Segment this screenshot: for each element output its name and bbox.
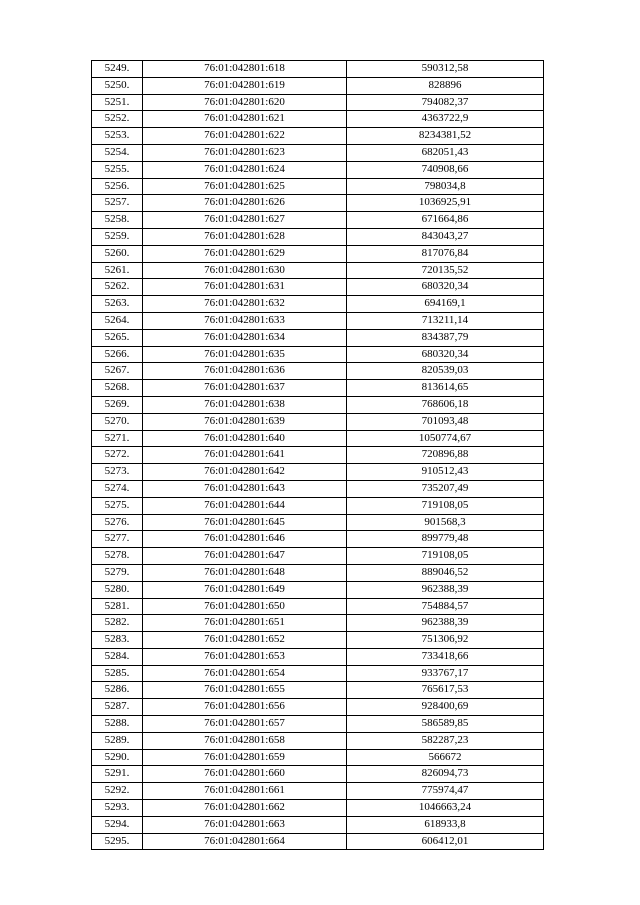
row-number-cell: 5275. <box>92 497 143 514</box>
row-number-cell: 5280. <box>92 581 143 598</box>
cadastral-number-cell: 76:01:042801:619 <box>143 77 347 94</box>
value-cell: 680320,34 <box>347 346 544 363</box>
value-cell: 701093,48 <box>347 413 544 430</box>
cadastral-number-cell: 76:01:042801:653 <box>143 648 347 665</box>
value-cell: 4363722,9 <box>347 111 544 128</box>
row-number-cell: 5272. <box>92 447 143 464</box>
row-number-cell: 5264. <box>92 312 143 329</box>
table-row <box>92 732 544 749</box>
value-cell: 694169,1 <box>347 296 544 313</box>
row-number-cell: 5261. <box>92 262 143 279</box>
cadastral-number-cell: 76:01:042801:629 <box>143 245 347 262</box>
cadastral-number-cell: 76:01:042801:652 <box>143 632 347 649</box>
cadastral-number-cell: 76:01:042801:644 <box>143 497 347 514</box>
value-cell: 719108,05 <box>347 497 544 514</box>
row-number-cell: 5258. <box>92 212 143 229</box>
table-row <box>92 245 544 262</box>
value-cell: 735207,49 <box>347 480 544 497</box>
row-number-cell: 5257. <box>92 195 143 212</box>
value-cell: 798034,8 <box>347 178 544 195</box>
cadastral-number-cell: 76:01:042801:660 <box>143 766 347 783</box>
value-cell: 1036925,91 <box>347 195 544 212</box>
cadastral-number-cell: 76:01:042801:651 <box>143 615 347 632</box>
value-cell: 740908,66 <box>347 161 544 178</box>
row-number-cell: 5291. <box>92 766 143 783</box>
row-number-cell: 5295. <box>92 833 143 850</box>
cadastral-number-cell: 76:01:042801:638 <box>143 396 347 413</box>
row-number-cell: 5268. <box>92 380 143 397</box>
row-number-cell: 5292. <box>92 783 143 800</box>
value-cell: 606412,01 <box>347 833 544 850</box>
value-cell: 582287,23 <box>347 732 544 749</box>
table-row <box>92 380 544 397</box>
cadastral-number-cell: 76:01:042801:650 <box>143 598 347 615</box>
table-row <box>92 228 544 245</box>
table-row <box>92 161 544 178</box>
value-cell: 713211,14 <box>347 312 544 329</box>
value-cell: 910512,43 <box>347 464 544 481</box>
cadastral-number-cell: 76:01:042801:622 <box>143 128 347 145</box>
table-row <box>92 195 544 212</box>
table-row <box>92 531 544 548</box>
cadastral-number-cell: 76:01:042801:624 <box>143 161 347 178</box>
row-number-cell: 5294. <box>92 816 143 833</box>
row-number-cell: 5282. <box>92 615 143 632</box>
row-number-cell: 5259. <box>92 228 143 245</box>
row-number-cell: 5250. <box>92 77 143 94</box>
cadastral-number-cell: 76:01:042801:630 <box>143 262 347 279</box>
cadastral-number-cell: 76:01:042801:632 <box>143 296 347 313</box>
cadastral-number-cell: 76:01:042801:633 <box>143 312 347 329</box>
row-number-cell: 5285. <box>92 665 143 682</box>
value-cell: 566672 <box>347 749 544 766</box>
cadastral-number-cell: 76:01:042801:637 <box>143 380 347 397</box>
row-number-cell: 5249. <box>92 61 143 78</box>
row-number-cell: 5283. <box>92 632 143 649</box>
cadastral-number-cell: 76:01:042801:657 <box>143 716 347 733</box>
value-cell: 765617,53 <box>347 682 544 699</box>
cadastral-number-cell: 76:01:042801:647 <box>143 548 347 565</box>
row-number-cell: 5265. <box>92 329 143 346</box>
table-row <box>92 581 544 598</box>
cadastral-number-cell: 76:01:042801:642 <box>143 464 347 481</box>
row-number-cell: 5293. <box>92 800 143 817</box>
table-row <box>92 514 544 531</box>
value-cell: 826094,73 <box>347 766 544 783</box>
cadastral-number-cell: 76:01:042801:639 <box>143 413 347 430</box>
table-row <box>92 564 544 581</box>
cadastral-number-cell: 76:01:042801:625 <box>143 178 347 195</box>
cadastral-number-cell: 76:01:042801:661 <box>143 783 347 800</box>
table-row <box>92 632 544 649</box>
table-row <box>92 346 544 363</box>
table-row <box>92 716 544 733</box>
table-row <box>92 648 544 665</box>
table-row <box>92 447 544 464</box>
cadastral-number-cell: 76:01:042801:646 <box>143 531 347 548</box>
cadastral-number-cell: 76:01:042801:643 <box>143 480 347 497</box>
cadastral-number-cell: 76:01:042801:636 <box>143 363 347 380</box>
row-number-cell: 5253. <box>92 128 143 145</box>
cadastral-number-cell: 76:01:042801:631 <box>143 279 347 296</box>
value-cell: 719108,05 <box>347 548 544 565</box>
value-cell: 794082,37 <box>347 94 544 111</box>
cadastral-number-cell: 76:01:042801:640 <box>143 430 347 447</box>
row-number-cell: 5263. <box>92 296 143 313</box>
cadastral-number-cell: 76:01:042801:645 <box>143 514 347 531</box>
row-number-cell: 5287. <box>92 699 143 716</box>
cadastral-number-cell: 76:01:042801:626 <box>143 195 347 212</box>
value-cell: 843043,27 <box>347 228 544 245</box>
table-row <box>92 665 544 682</box>
table-row <box>92 312 544 329</box>
row-number-cell: 5256. <box>92 178 143 195</box>
table-row <box>92 766 544 783</box>
table-row <box>92 413 544 430</box>
row-number-cell: 5270. <box>92 413 143 430</box>
table-row <box>92 816 544 833</box>
table-row <box>92 615 544 632</box>
table-row <box>92 699 544 716</box>
row-number-cell: 5289. <box>92 732 143 749</box>
row-number-cell: 5281. <box>92 598 143 615</box>
cadastral-number-cell: 76:01:042801:628 <box>143 228 347 245</box>
value-cell: 671664,86 <box>347 212 544 229</box>
table-row <box>92 178 544 195</box>
table-row <box>92 497 544 514</box>
cadastral-number-cell: 76:01:042801:659 <box>143 749 347 766</box>
value-cell: 720896,88 <box>347 447 544 464</box>
row-number-cell: 5269. <box>92 396 143 413</box>
cadastral-number-cell: 76:01:042801:649 <box>143 581 347 598</box>
row-number-cell: 5271. <box>92 430 143 447</box>
value-cell: 680320,34 <box>347 279 544 296</box>
value-cell: 618933,8 <box>347 816 544 833</box>
cadastral-number-cell: 76:01:042801:654 <box>143 665 347 682</box>
table-row <box>92 212 544 229</box>
row-number-cell: 5255. <box>92 161 143 178</box>
row-number-cell: 5254. <box>92 144 143 161</box>
value-cell: 817076,84 <box>347 245 544 262</box>
table-row <box>92 682 544 699</box>
value-cell: 899779,48 <box>347 531 544 548</box>
value-cell: 682051,43 <box>347 144 544 161</box>
cadastral-number-cell: 76:01:042801:641 <box>143 447 347 464</box>
row-number-cell: 5267. <box>92 363 143 380</box>
row-number-cell: 5284. <box>92 648 143 665</box>
table-row <box>92 480 544 497</box>
value-cell: 889046,52 <box>347 564 544 581</box>
table-row <box>92 430 544 447</box>
table-row <box>92 833 544 850</box>
value-cell: 901568,3 <box>347 514 544 531</box>
table-row <box>92 749 544 766</box>
table-row <box>92 128 544 145</box>
value-cell: 1050774,67 <box>347 430 544 447</box>
value-cell: 720135,52 <box>347 262 544 279</box>
value-cell: 962388,39 <box>347 615 544 632</box>
table-row <box>92 329 544 346</box>
table-row <box>92 94 544 111</box>
row-number-cell: 5260. <box>92 245 143 262</box>
table-row <box>92 296 544 313</box>
table-row <box>92 783 544 800</box>
value-cell: 751306,92 <box>347 632 544 649</box>
value-cell: 834387,79 <box>347 329 544 346</box>
value-cell: 813614,65 <box>347 380 544 397</box>
cadastral-number-cell: 76:01:042801:662 <box>143 800 347 817</box>
table-row <box>92 61 544 78</box>
table-row <box>92 279 544 296</box>
value-cell: 828896 <box>347 77 544 94</box>
table-row <box>92 464 544 481</box>
cadastral-number-cell: 76:01:042801:618 <box>143 61 347 78</box>
row-number-cell: 5288. <box>92 716 143 733</box>
table-row <box>92 111 544 128</box>
value-cell: 768606,18 <box>347 396 544 413</box>
value-cell: 775974,47 <box>347 783 544 800</box>
cadastral-number-cell: 76:01:042801:620 <box>143 94 347 111</box>
table-row <box>92 800 544 817</box>
cadastral-number-cell: 76:01:042801:664 <box>143 833 347 850</box>
row-number-cell: 5279. <box>92 564 143 581</box>
row-number-cell: 5262. <box>92 279 143 296</box>
value-cell: 733418,66 <box>347 648 544 665</box>
cadastral-number-cell: 76:01:042801:635 <box>143 346 347 363</box>
row-number-cell: 5252. <box>92 111 143 128</box>
row-number-cell: 5266. <box>92 346 143 363</box>
value-cell: 586589,85 <box>347 716 544 733</box>
value-cell: 1046663,24 <box>347 800 544 817</box>
row-number-cell: 5290. <box>92 749 143 766</box>
value-cell: 754884,57 <box>347 598 544 615</box>
row-number-cell: 5286. <box>92 682 143 699</box>
value-cell: 933767,17 <box>347 665 544 682</box>
row-number-cell: 5273. <box>92 464 143 481</box>
table-row <box>92 598 544 615</box>
cadastral-number-cell: 76:01:042801:621 <box>143 111 347 128</box>
table-row <box>92 262 544 279</box>
table-row <box>92 396 544 413</box>
row-number-cell: 5251. <box>92 94 143 111</box>
table-row <box>92 77 544 94</box>
cadastral-number-cell: 76:01:042801:658 <box>143 732 347 749</box>
cadastral-number-cell: 76:01:042801:663 <box>143 816 347 833</box>
row-number-cell: 5278. <box>92 548 143 565</box>
value-cell: 8234381,52 <box>347 128 544 145</box>
cadastral-number-cell: 76:01:042801:623 <box>143 144 347 161</box>
cadastral-number-cell: 76:01:042801:627 <box>143 212 347 229</box>
row-number-cell: 5274. <box>92 480 143 497</box>
row-number-cell: 5276. <box>92 514 143 531</box>
table-body <box>92 61 544 850</box>
cadastral-value-table <box>91 60 544 850</box>
value-cell: 820539,03 <box>347 363 544 380</box>
table-row <box>92 363 544 380</box>
row-number-cell: 5277. <box>92 531 143 548</box>
value-cell: 962388,39 <box>347 581 544 598</box>
value-cell: 590312,58 <box>347 61 544 78</box>
cadastral-number-cell: 76:01:042801:634 <box>143 329 347 346</box>
table-row <box>92 548 544 565</box>
table-row <box>92 144 544 161</box>
value-cell: 928400,69 <box>347 699 544 716</box>
cadastral-number-cell: 76:01:042801:656 <box>143 699 347 716</box>
cadastral-number-cell: 76:01:042801:648 <box>143 564 347 581</box>
cadastral-number-cell: 76:01:042801:655 <box>143 682 347 699</box>
